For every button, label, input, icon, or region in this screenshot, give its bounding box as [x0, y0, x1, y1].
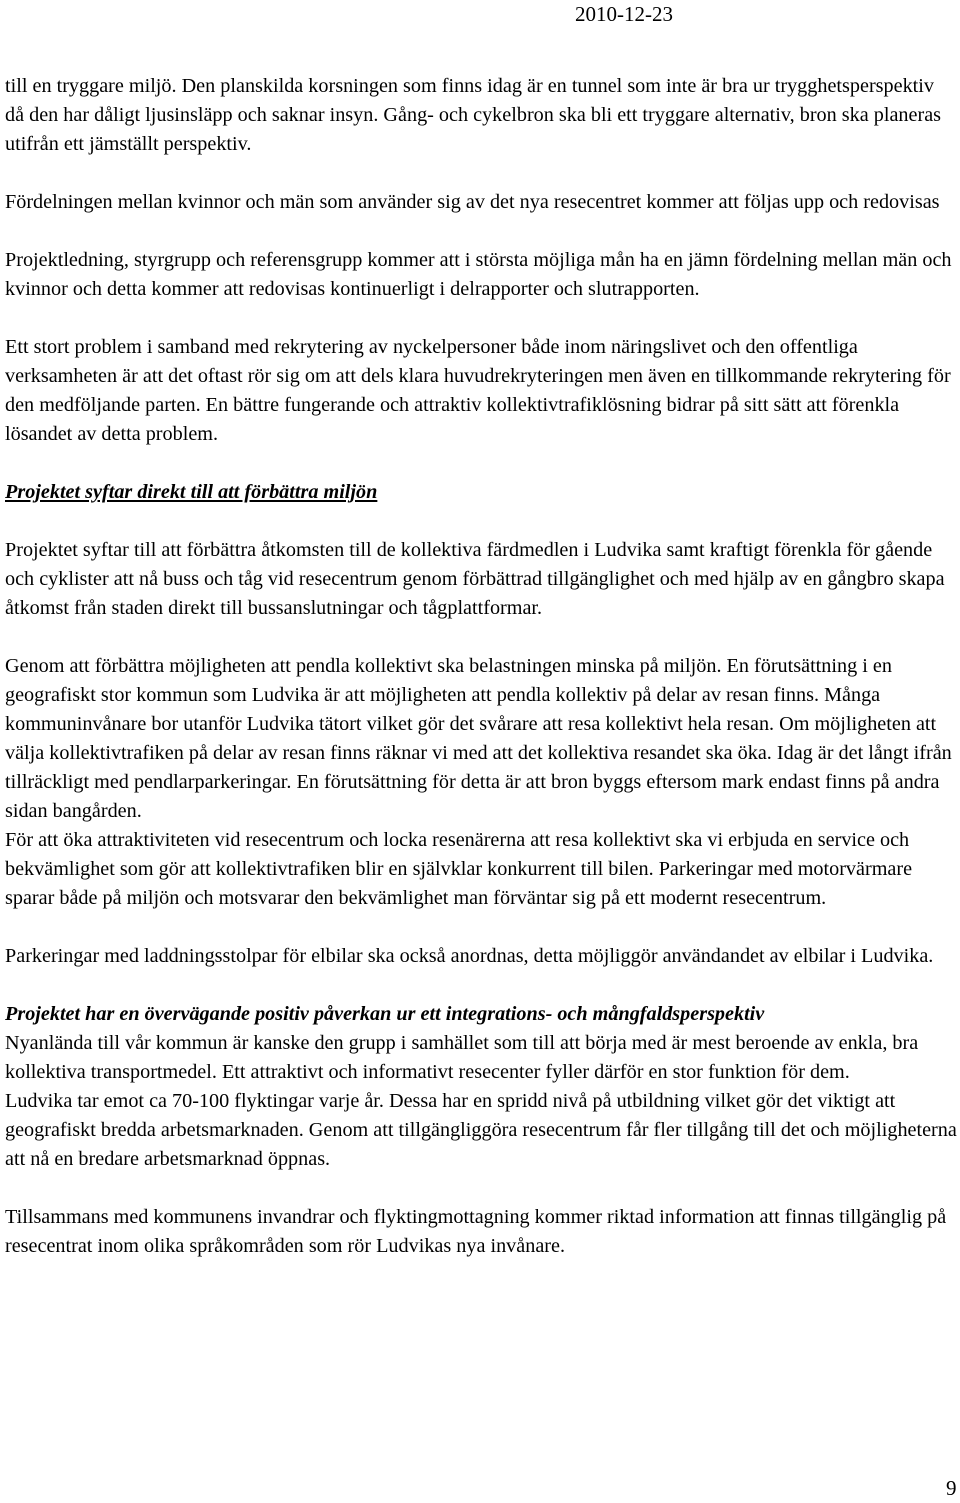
paragraph-recruitment: Ett stort problem i samband med rekrytering av nyckelpersoner både inom näringslivet och den offentliga verksamheten är att det oftast rör sig om att dels klara huvudrekryteringen men även en tillkommande rekrytering för den medföljande parten. En bättre fungerande och attraktiv kollektivtrafiklösning bidrar på sitt sätt att förenkla lösandet av detta problem.	[5, 336, 951, 445]
document-date: 2010-12-23	[575, 2, 673, 26]
paragraph-charging-posts: Parkeringar med laddningsstolpar för elbilar ska också anordnas, detta möjliggör användandet av elbilar i Ludvika.	[5, 945, 934, 967]
paragraph-project-purpose: Projektet syftar till att förbättra åtkomsten till de kollektiva färdmedlen i Ludvika samt kraftigt förenkla för gående och cyklister att nå buss och tåg vid resecentrum genom förbättrad tillgänglighet och med hjälp av en gångbro skapa åtkomst från staden direkt till bussanslutningar och tågplattformar.	[5, 539, 945, 619]
paragraph-project-management: Projektledning, styrgrupp och referensgrupp kommer att i största möjliga mån ha en jämn fördelning mellan män och kvinnor och detta kommer att redovisas kontinuerligt i delrapporter och slutrapporten.	[5, 249, 952, 300]
paragraph-gender-distribution: Fördelningen mellan kvinnor och män som använder sig av det nya resecentret kommer att följas upp och redovisas	[5, 191, 940, 213]
document-body	[5, 72, 957, 1261]
paragraph-refugees: Ludvika tar emot ca 70-100 flyktingar varje år. Dessa har en spridd nivå på utbildning vilket gör det viktigt att geografiskt bredda arbetsmarknaden. Genom att tillgängliggöra resecentrum får fler tillgång till det och möjligheterna att nå en bredare arbetsmarknad öppnas.	[5, 1090, 957, 1170]
section-heading-integration: Projektet har en övervägande positiv påverkan ur ett integrations- och mångfaldsperspektiv	[5, 1003, 765, 1025]
paragraph-newcomers: Nyanlända till vår kommun är kanske den grupp i samhället som till att börja med är mest beroende av enkla, bra kollektiva transportmedel. Ett attraktivt och informativt resecenter fyller därför en stor funktion för dem.	[5, 1032, 919, 1083]
paragraph-information: Tillsammans med kommunens invandrar och flyktingmottagning kommer riktad information att finnas tillgänglig på resecentrat inom olika språkområden som rör Ludvikas nya invånare.	[5, 1206, 947, 1257]
paragraph-attractiveness: För att öka attraktiviteten vid resecentrum och locka resenärerna att resa kollektivt ska vi erbjuda en service och bekvämlighet som gör att kollektivtrafiken blir en självklar konkurrent till bilen. Parkeringar med motorvärmare sparar både på miljön och motsvarar den bekvämlighet man förväntar sig på ett modernt resecentrum.	[5, 829, 913, 909]
paragraph-safety: till en tryggare miljö. Den planskilda korsningen som finns idag är en tunnel som inte är bra ur trygghetsperspektiv då den har dåligt ljusinsläpp och saknar insyn. Gång- och cykelbron ska bli ett tryggare alternativ, bron ska planeras utifrån ett jämställt perspektiv.	[5, 75, 942, 155]
section-heading-environment: Projektet syftar direkt till att förbättra miljön	[5, 481, 378, 503]
page-number: 9	[946, 1476, 957, 1500]
paragraph-commuting: Genom att förbättra möjligheten att pendla kollektivt ska belastningen minska på miljön. En förutsättning i en geografiskt stor kommun som Ludvika är att möjligheten att pendla kollektiv på delar av resan finns. Många kommuninvånare bor utanför Ludvika tätort vilket gör det svårare att resa kollektivt hela resan. Om möjligheten att välja kollektivtrafiken på delar av resan finns räknar vi med att det kollektiva resandet ska öka. Idag är det långt ifrån tillräckligt med pendlarparkeringar. En förutsättning för detta är att bron byggs eftersom mark endast finns på andra sidan bangården.	[5, 655, 952, 822]
